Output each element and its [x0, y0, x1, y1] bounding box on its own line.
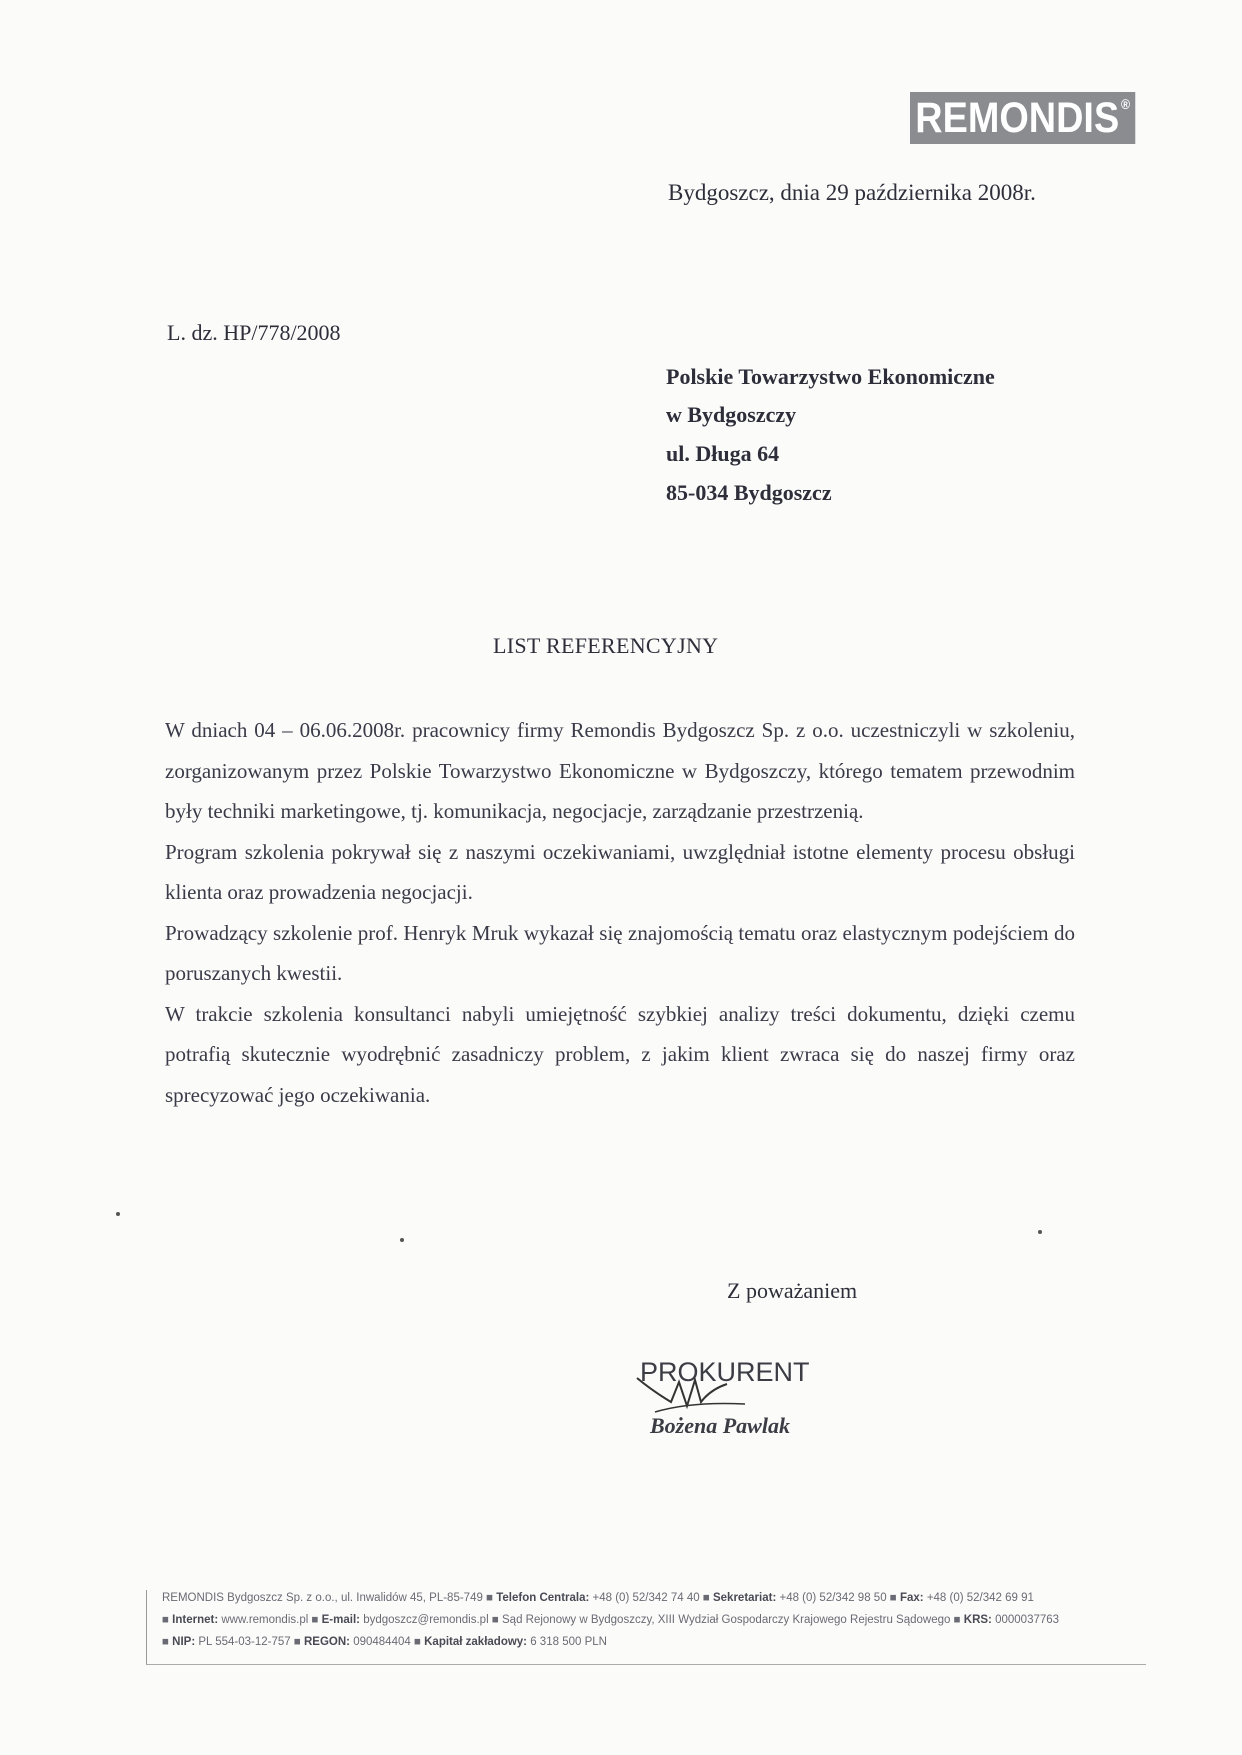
footer-regon: 090484404 [353, 1636, 411, 1648]
footer-bullet: ■ [293, 1636, 301, 1648]
recipient-line-4: 85-034 Bydgoszcz [666, 480, 832, 505]
footer-bullet: ■ [953, 1614, 961, 1626]
scan-speck [1038, 1230, 1042, 1234]
paragraph-2: Program szkolenia pokrywał się z naszymi oczekiwaniami, uwzględniał istotne elementy procesu obsługi klienta oraz prowadzenia negocjacji. [165, 839, 1075, 904]
footer-bullet: ■ [702, 1592, 710, 1604]
letter-title: LIST REFERENCYJNY [493, 633, 719, 658]
scan-speck [400, 1238, 404, 1242]
footer-bullet: ■ [491, 1614, 499, 1626]
footer-capital-label: Kapitał zakładowy: [424, 1636, 528, 1648]
footer [162, 1587, 1152, 1653]
footer-phone-label: Telefon Centrala: [496, 1592, 590, 1604]
footer-nip: PL 554-03-12-757 [198, 1636, 291, 1648]
footer-krs: 0000037763 [995, 1614, 1060, 1626]
footer-krs-label: KRS: [963, 1614, 992, 1626]
footer-fax: +48 (0) 52/342 69 91 [926, 1592, 1034, 1604]
remondis-logo [910, 92, 1135, 144]
footer-internet-label: Internet: [172, 1614, 219, 1626]
footer-bullet: ■ [413, 1636, 421, 1648]
footer-internet: www.remondis.pl [221, 1614, 309, 1626]
footer-court: Sąd Rejonowy w Bydgoszczy, XIII Wydział Gospodarczy Krajowego Rejestru Sądowego [502, 1614, 951, 1626]
footer-email: bydgoszcz@remondis.pl [363, 1614, 489, 1626]
registered-mark: ® [1120, 96, 1131, 112]
footer-company: REMONDIS Bydgoszcz Sp. z o.o., ul. Inwalidów 45, PL-85-749 [162, 1592, 483, 1604]
footer-bullet: ■ [889, 1592, 897, 1604]
footer-regon-label: REGON: [304, 1636, 350, 1648]
footer-nip-label: NIP: [172, 1636, 196, 1648]
footer-line-1 [162, 1587, 1152, 1609]
closing-salutation: Z poważaniem [727, 1278, 858, 1303]
footer-secretary-label: Sekretariat: [712, 1592, 777, 1604]
paragraph-3: Prowadzący szkolenie prof. Henryk Mruk wykazał się znajomością tematu oraz elastycznym podejściem do poruszanych kwestii. [165, 920, 1075, 985]
recipient-line-3: ul. Długa 64 [666, 441, 780, 466]
reference-number: L. dz. HP/778/2008 [167, 320, 341, 345]
stamp-title: PROKURENT [640, 1357, 810, 1387]
footer-fax-label: Fax: [899, 1592, 924, 1604]
footer-line-2 [162, 1609, 1152, 1631]
footer-divider-horizontal [146, 1664, 1146, 1665]
footer-phone: +48 (0) 52/342 74 40 [592, 1592, 700, 1604]
recipient-line-2: w Bydgoszczy [666, 402, 797, 427]
footer-capital: 6 318 500 PLN [530, 1636, 607, 1648]
scan-speck [116, 1212, 120, 1216]
footer-secretary: +48 (0) 52/342 98 50 [779, 1592, 887, 1604]
letter-body [165, 710, 1075, 1115]
logo-text: REMONDIS [915, 94, 1120, 142]
paragraph-4: W trakcie szkolenia konsultanci nabyli umiejętność szybkiej analizy treści dokumentu, dzięki czemu potrafią skutecznie wyodrębnić zasadniczy problem, z jakim klient zwraca się do naszej firmy oraz sprecyzować jego oczekiwania. [165, 1001, 1075, 1107]
footer-bullet: ■ [162, 1614, 169, 1626]
footer-bullet: ■ [162, 1636, 169, 1648]
footer-divider-vertical [146, 1590, 147, 1664]
footer-line-3 [162, 1631, 1152, 1653]
footer-bullet: ■ [311, 1614, 319, 1626]
footer-bullet: ■ [486, 1592, 494, 1604]
footer-email-label: E-mail: [321, 1614, 360, 1626]
recipient-line-1: Polskie Towarzystwo Ekonomiczne [666, 364, 995, 389]
signer-name: Bożena Pawlak [650, 1413, 790, 1438]
paragraph-1: W dniach 04 – 06.06.2008r. pracownicy firmy Remondis Bydgoszcz Sp. z o.o. uczestniczyli w szkoleniu, zorganizowanym przez Polskie Towarzystwo Ekonomiczne w Bydgoszczy, którego tematem przewodnim były techniki marketingowe, tj. komunikacja, negocjacje, zarządzanie przestrzenią. [165, 718, 1075, 823]
letter-date: Bydgoszcz, dnia 29 października 2008r. [668, 180, 1036, 205]
